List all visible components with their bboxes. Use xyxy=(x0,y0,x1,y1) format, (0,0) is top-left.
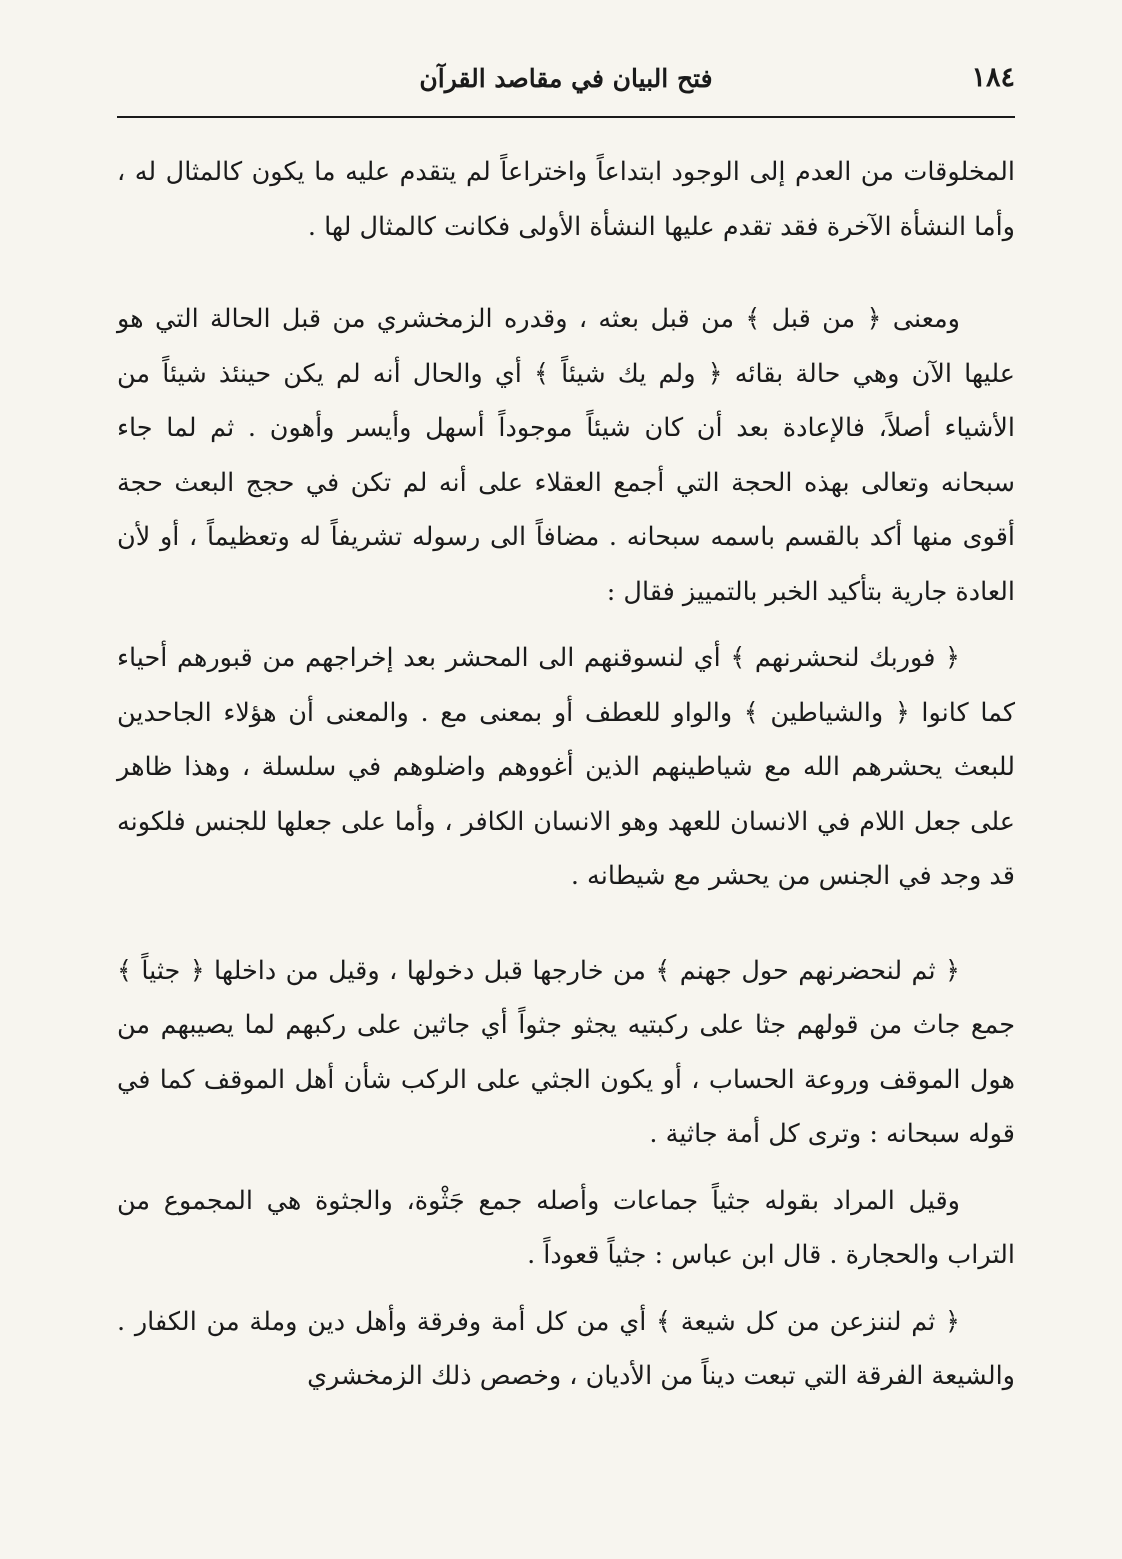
page-body xyxy=(117,145,1015,1404)
paragraph-6: ﴿ ثم لننزعن من كل شيعة ﴾ أي من كل أمة وفرقة وأهل دين وملة من الكفار . والشيعة الفرقة التي تبعت ديناً من الأديان ، وخصص ذلك الزمخشري xyxy=(117,1306,1015,1391)
header-rule xyxy=(117,116,1015,118)
paragraph-4: ﴿ ثم لنحضرنهم حول جهنم ﴾ من خارجها قبل دخولها ، وقيل من داخلها ﴿ جثياً ﴾ جمع جاث من قولهم جثا على ركبتيه يجثو جثواً أي جاثين على ركبهم لما يصيبهم من هول الموقف وروعة الحساب ، أو يكون الجثي على الركب شأن أهل الموقف كما في قوله سبحانه : وترى كل أمة جاثية . xyxy=(117,955,1015,1149)
page-header xyxy=(117,58,1015,116)
paragraph-5: وقيل المراد بقوله جثياً جماعات وأصله جمع جَثْوة، والجثوة هي المجموع من التراب والحجارة . قال ابن عباس : جثياً قعوداً . xyxy=(117,1185,1015,1270)
paragraph-2: ومعنى ﴿ من قبل ﴾ من قبل بعثه ، وقدره الزمخشري من قبل الحالة التي هو عليها الآن وهي حالة بقائه ﴿ ولم يك شيئاً ﴾ أي والحال أنه لم يكن حينئذ شيئاً من الأشياء أصلاً، فالإعادة بعد أن كان شيئاً موجوداً أسهل وأيسر وأهون . ثم لما جاء سبحانه وتعالى بهذه الحجة التي أجمع العقلاء على أنه لم تكن في حجج البعث حجة أقوى منها أكد بالقسم باسمه سبحانه . مضافاً الى رسوله تشريفاً له وتعظيماً ، أو لأن العادة جارية بتأكيد الخبر بالتمييز فقال : xyxy=(117,304,1015,607)
paragraph-3: ﴿ فوربك لنحشرنهم ﴾ أي لنسوقنهم الى المحشر بعد إخراجهم من قبورهم أحياء كما كانوا ﴿ والشياطين ﴾ والواو للعطف أو بمعنى مع . والمعنى أن هؤلاء الجاحدين للبعث يحشرهم الله مع شياطينهم الذين أغووهم واضلوهم في سلسلة ، وهذا ظاهر على جعل اللام في الانسان للعهد وهو الانسان الكافر ، وأما على جعلها للجنس فلكونه قد وجد في الجنس من يحشر مع شيطانه . xyxy=(117,643,1015,891)
paragraph-1: المخلوقات من العدم إلى الوجود ابتداعاً واختراعاً لم يتقدم عليه ما يكون كالمثال له ، وأما النشأة الآخرة فقد تقدم عليها النشأة الأولى فكانت كالمثال لها . xyxy=(117,157,1015,242)
running-title: فتح البيان في مقاصد القرآن xyxy=(419,64,713,93)
page-number: ١٨٤ xyxy=(971,62,1015,93)
